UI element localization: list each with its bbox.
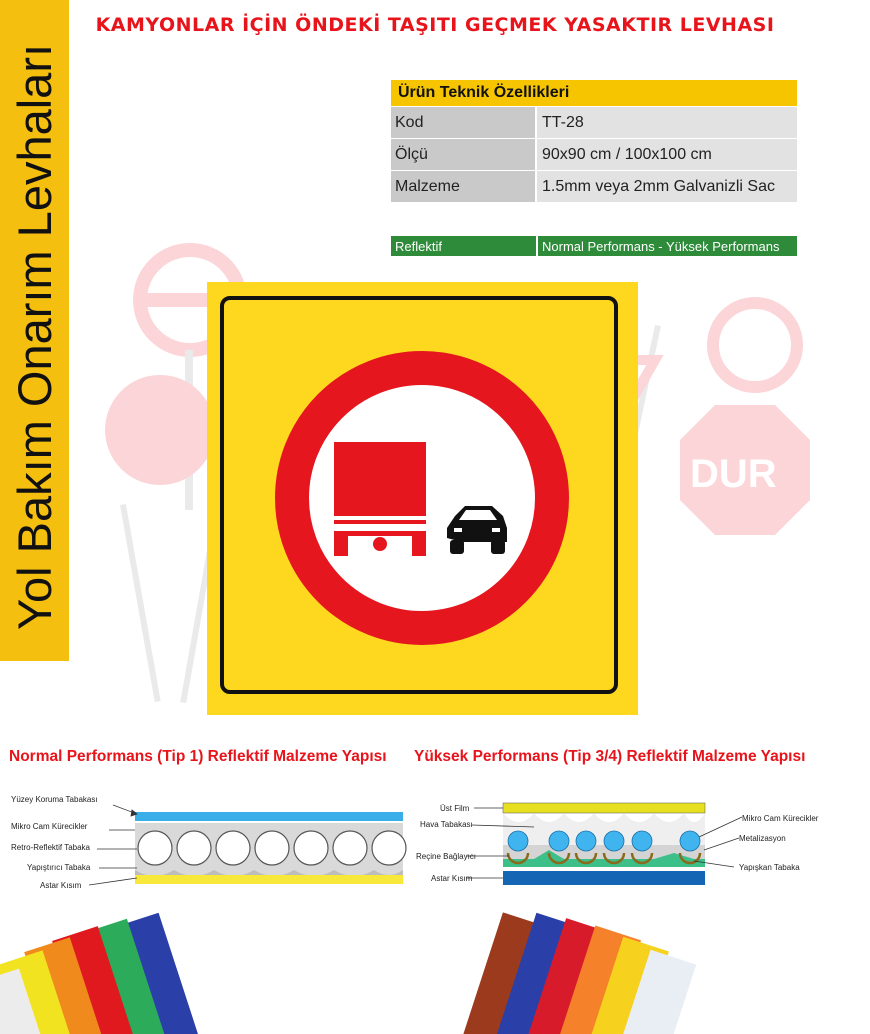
- page-title: KAMYONLAR İÇİN ÖNDEKİ TAŞITI GEÇMEK YASAKTIR LEVHASI: [95, 14, 775, 36]
- normal-sheets-image: [20, 908, 250, 1034]
- spec-row-material: [391, 171, 797, 202]
- spec-row-code: [391, 107, 797, 138]
- spec-value: 1.5mm veya 2mm Galvanizli Sac: [537, 171, 797, 202]
- spec-key: Ölçü: [391, 139, 535, 170]
- high-performance-title: Yüksek Performans (Tip 3/4) Reflektif Malzeme Yapısı: [414, 748, 806, 765]
- spec-table-header: Ürün Teknik Özellikleri: [391, 80, 797, 106]
- traffic-sign: [207, 282, 638, 715]
- reflective-value: Normal Performans - Yüksek Performans: [538, 236, 797, 256]
- normal-label: Mikro Cam Kürecikler: [11, 822, 88, 831]
- spec-table: [391, 80, 797, 202]
- normal-label: Retro-Reflektif Tabaka: [11, 843, 90, 852]
- normal-label: Yapıştırıcı Tabaka: [27, 863, 91, 872]
- reflective-row: [391, 236, 797, 256]
- high-label: Yapışkan Tabaka: [739, 863, 800, 872]
- high-label: Astar Kısım: [431, 874, 473, 883]
- spec-key: Kod: [391, 107, 535, 138]
- background-dur-text: DUR: [690, 452, 777, 496]
- high-label: Metalizasyon: [739, 834, 786, 843]
- side-label: Yol Bakım Onarım Levhaları: [8, 43, 61, 630]
- spec-row-size: [391, 139, 797, 170]
- high-sheets-image: [445, 908, 675, 1034]
- normal-label: Astar Kısım: [40, 881, 82, 890]
- normal-performance-title: Normal Performans (Tip 1) Reflektif Malzeme Yapısı: [9, 748, 387, 765]
- normal-label: Yüzey Koruma Tabakası: [11, 795, 98, 804]
- high-label: Mikro Cam Kürecikler: [742, 814, 819, 823]
- no-overtaking-trucks-symbol: [207, 282, 638, 715]
- high-label: Reçine Bağlayıcı: [416, 852, 477, 861]
- normal-structure-diagram: [9, 790, 409, 890]
- spec-value: TT-28: [537, 107, 797, 138]
- high-label: Üst Film: [440, 804, 470, 813]
- high-structure-diagram: [414, 795, 810, 895]
- spec-value: 90x90 cm / 100x100 cm: [537, 139, 797, 170]
- reflective-key: Reflektif: [391, 236, 536, 256]
- high-label: Hava Tabakası: [420, 820, 473, 829]
- side-band: [0, 0, 69, 661]
- spec-key: Malzeme: [391, 171, 535, 202]
